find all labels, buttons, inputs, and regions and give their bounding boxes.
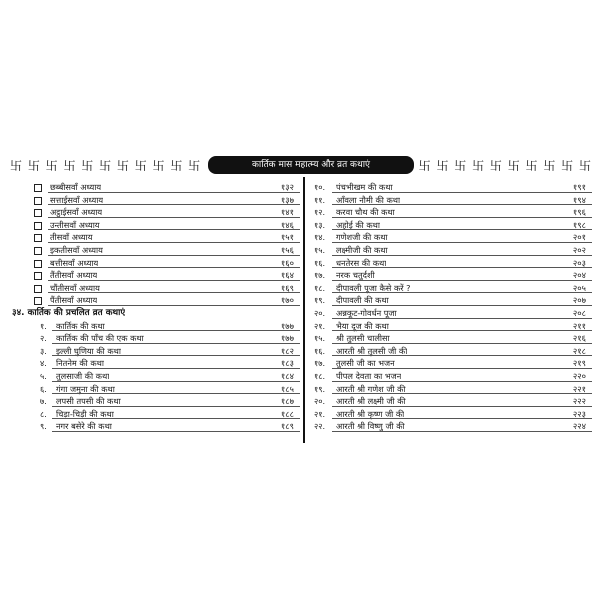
story-number: ५.: [40, 370, 47, 381]
toc-story-row: [10, 357, 300, 370]
chapter-title: तैंतीसवाँ अध्याय: [50, 270, 98, 281]
chapter-title: उन्तीसवाँ अध्याय: [50, 219, 100, 230]
checkbox-icon: [34, 197, 42, 205]
toc-story-row: [310, 370, 592, 383]
chapter-title: बत्तीसवाँ अध्याय: [50, 257, 99, 268]
column-divider: [303, 177, 305, 443]
page-number: २१९: [572, 358, 586, 369]
story-number: १९.: [314, 383, 326, 394]
toc-story-row: [310, 231, 592, 244]
page-number: १८४: [280, 370, 294, 381]
story-title: चिड़ा-चिड़ी की कथा: [56, 408, 114, 419]
toc-story-row: [310, 206, 592, 219]
toc-left-column: [10, 181, 300, 443]
toc-story-row: [10, 383, 300, 396]
checkbox-icon: [34, 234, 42, 242]
checkbox-icon: [34, 272, 42, 280]
page-number: २१८: [572, 345, 586, 356]
page-number: १३७: [280, 194, 294, 205]
checkbox-icon: [34, 247, 42, 255]
story-number: २०.: [314, 307, 326, 318]
story-number: २१.: [314, 408, 326, 419]
page-number: १६०: [280, 257, 294, 268]
toc-story-row: [310, 269, 592, 282]
checkbox-icon: [34, 297, 42, 305]
story-title: धनतेरस की कथा: [336, 257, 387, 268]
story-number: १७.: [314, 358, 326, 369]
story-title: तुलसी जी का भजन: [336, 358, 395, 369]
toc-chapter-row: [10, 181, 300, 194]
page-number: २२०: [572, 370, 586, 381]
page-number: १७७: [280, 333, 294, 344]
toc-chapter-row: [10, 282, 300, 295]
toc-chapter-row: [10, 231, 300, 244]
story-number: ८.: [40, 408, 47, 419]
story-title: आँवला नौमी की कथा: [336, 194, 401, 205]
page-number: २०२: [572, 244, 586, 255]
story-title: आरती श्री कृष्ण जी की: [336, 408, 405, 419]
toc-right-column: [310, 181, 592, 443]
toc-story-row: [310, 345, 592, 358]
story-number: ३.: [40, 345, 47, 356]
story-title: नितनेम की कथा: [56, 358, 105, 369]
page-number: १९४: [572, 194, 586, 205]
toc-story-row: [310, 408, 592, 421]
toc-story-row: [10, 332, 300, 345]
toc-story-row: [310, 282, 592, 295]
story-title: दीपावली की कथा: [336, 295, 389, 306]
story-title: लक्ष्मीजी की कथा: [336, 244, 388, 255]
toc-chapter-row: [10, 194, 300, 207]
toc-story-row: [310, 420, 592, 433]
story-title: नरक चतुर्दशी: [336, 270, 375, 281]
story-number: १५.: [314, 244, 326, 255]
toc-story-row: [310, 307, 592, 320]
story-number: ४.: [40, 358, 47, 369]
toc-story-row: [10, 420, 300, 433]
toc-story-row: [310, 320, 592, 333]
section-number: ३४.: [12, 307, 25, 318]
story-title: आरती श्री गणेश जी की: [336, 383, 406, 394]
page-number: १९८: [572, 219, 586, 230]
story-title: नगर बसेरे की कथा: [56, 421, 112, 432]
checkbox-icon: [34, 184, 42, 192]
chapter-title: चौंतीसवाँ अध्याय: [50, 282, 100, 293]
story-number: १.: [40, 320, 47, 331]
toc-story-row: [310, 383, 592, 396]
page-number: २२३: [572, 408, 586, 419]
page-title: कार्तिक मास महात्म्य और व्रत कथाएं: [208, 156, 414, 174]
toc-story-row: [310, 294, 592, 307]
story-number: २.: [40, 333, 47, 344]
story-title: आरती श्री तुलसी जी की: [336, 345, 408, 356]
page-number: २०५: [572, 282, 586, 293]
story-title: इल्ली घुणिया की कथा: [56, 345, 121, 356]
page-number: १६९: [280, 282, 294, 293]
page-number: १४१: [280, 207, 294, 218]
toc-chapter-row: [10, 219, 300, 232]
toc-chapter-row: [10, 294, 300, 307]
section-title: [12, 307, 125, 320]
toc-story-row: [10, 320, 300, 333]
page-number: १९१: [572, 182, 586, 192]
story-number: १५.: [314, 333, 326, 344]
story-number: २१.: [314, 320, 326, 331]
toc-story-row: [310, 257, 592, 270]
toc-page: [10, 155, 592, 445]
story-title: पीपल देवता का भजन: [336, 370, 402, 381]
page-number: १८८: [280, 408, 294, 419]
page-number: २११: [572, 320, 586, 331]
page-number: २०४: [572, 270, 586, 281]
page-number: १७७: [280, 320, 294, 331]
page-number: २०७: [572, 295, 586, 306]
page-number: १५१: [280, 232, 294, 243]
toc-story-row: [310, 194, 592, 207]
page-number: १८७: [280, 396, 294, 407]
toc-story-row: [10, 345, 300, 358]
chapter-title: तीसवाँ अध्याय: [50, 232, 93, 243]
story-title: कार्तिक की कथा: [56, 320, 105, 331]
story-number: १४.: [314, 232, 326, 243]
story-title: तुलसाजी की कथा: [56, 370, 110, 381]
story-number: २०.: [314, 396, 326, 407]
story-title: करवा चौथ की कथा: [336, 207, 395, 218]
toc-story-row: [310, 395, 592, 408]
checkbox-icon: [34, 285, 42, 293]
story-number: ११.: [314, 194, 326, 205]
swastika-border-right: 卐 卐 卐 卐 卐 卐 卐 卐 卐 卐: [418, 159, 592, 173]
page-number: १८५: [280, 383, 294, 394]
chapter-title: सत्ताईसवाँ अध्याय: [50, 194, 104, 205]
page-number: १८९: [280, 421, 294, 432]
story-number: २२.: [314, 421, 326, 432]
story-title: लपसी तपसी की कथा: [56, 396, 121, 407]
page-number: २२१: [572, 383, 586, 394]
page-number: २२२: [572, 396, 586, 407]
page-number: १५६: [280, 244, 294, 255]
chapter-title: पैंतीसवाँ अध्याय: [50, 295, 98, 306]
story-title: गंगा जमुना की कथा: [56, 383, 115, 394]
story-number: १९.: [314, 295, 326, 306]
toc-story-row: [310, 332, 592, 345]
chapter-title: अट्ठाईसवाँ अध्याय: [50, 207, 103, 218]
toc-story-row: [10, 395, 300, 408]
story-title: आरती श्री विष्णु जी की: [336, 421, 405, 432]
story-number: ७.: [40, 396, 47, 407]
story-title: अहोई की कथा: [336, 219, 380, 230]
story-title: गणेशजी की कथा: [336, 232, 388, 243]
page-number: १७०: [280, 295, 294, 306]
swastika-border-left: 卐 卐 卐 卐 卐 卐 卐 卐 卐 卐 卐: [10, 159, 202, 173]
toc-section-heading: [10, 307, 300, 320]
page-number: २०१: [572, 232, 586, 243]
story-number: १८.: [314, 282, 326, 293]
toc-story-row: [310, 219, 592, 232]
chapter-title: इकतीसवाँ अध्याय: [50, 244, 103, 255]
page-number: १९६: [572, 207, 586, 218]
page-number: १६४: [280, 270, 294, 281]
checkbox-icon: [34, 209, 42, 217]
page-number: १८३: [280, 358, 294, 369]
page-number: २०८: [572, 307, 586, 318]
story-number: १८.: [314, 370, 326, 381]
story-number: १०.: [314, 182, 326, 192]
story-number: ९.: [40, 421, 47, 432]
story-title: कार्तिक की पाँच की एक कथा: [56, 333, 144, 344]
toc-chapter-row: [10, 244, 300, 257]
story-title: आरती श्री लक्ष्मी जी की: [336, 396, 406, 407]
story-title: पंचभीखम की कथा: [336, 182, 393, 192]
story-number: १२.: [314, 207, 326, 218]
story-title: दीपावली पूजा कैसे करें ?: [336, 282, 411, 293]
page-number: २०३: [572, 257, 586, 268]
toc-story-row: [10, 408, 300, 421]
story-title: अन्नकूट-गोवर्धन पूजा: [336, 307, 397, 318]
page-number: २२४: [572, 421, 586, 432]
toc-chapter-row: [10, 257, 300, 270]
story-title: भैया दूज की कथा: [336, 320, 389, 331]
toc-story-row: [310, 181, 592, 194]
story-number: ६.: [40, 383, 47, 394]
toc-story-row: [310, 244, 592, 257]
toc-chapter-row: [10, 269, 300, 282]
story-number: १६.: [314, 345, 326, 356]
story-number: १३.: [314, 219, 326, 230]
section-label: कार्तिक की प्रचलित व्रत कथाएं: [27, 307, 126, 318]
toc-story-row: [10, 370, 300, 383]
page-number: १८२: [280, 345, 294, 356]
story-title: श्री तुलसी चालीसा: [336, 333, 390, 344]
story-number: १६.: [314, 257, 326, 268]
page-number: २१६: [572, 333, 586, 344]
header-band: [10, 155, 592, 177]
chapter-title: छब्बीसवाँ अध्याय: [50, 182, 102, 192]
story-number: १७.: [314, 270, 326, 281]
checkbox-icon: [34, 260, 42, 268]
checkbox-icon: [34, 222, 42, 230]
toc-story-row: [310, 357, 592, 370]
page-number: १४६: [280, 219, 294, 230]
page-number: १३२: [280, 182, 294, 192]
toc-chapter-row: [10, 206, 300, 219]
